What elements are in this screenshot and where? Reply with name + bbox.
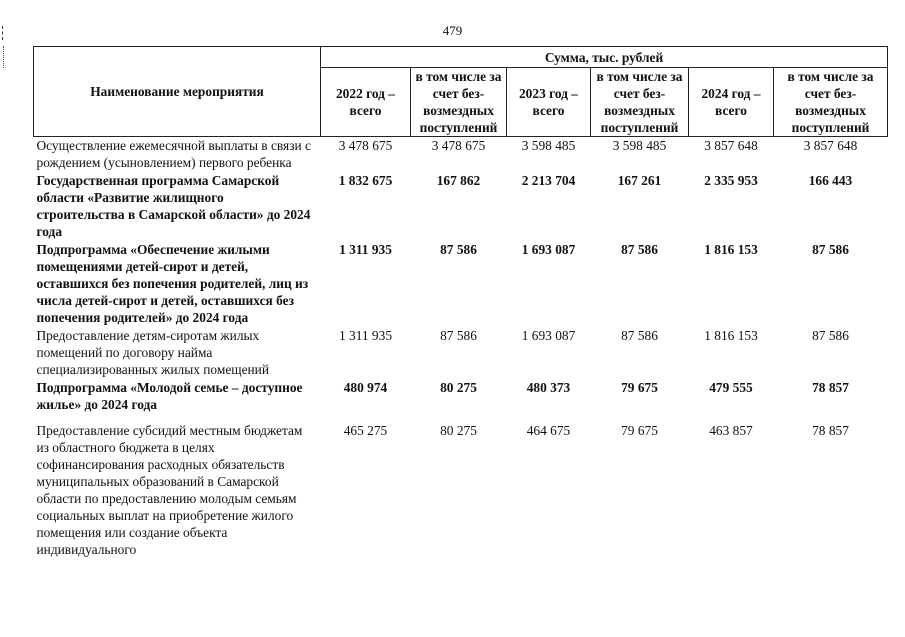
cell-2023-total: 480 373 bbox=[526, 380, 571, 395]
cell-2023-gratuitous: 79 675 bbox=[621, 423, 658, 438]
cell-2023-gratuitous: 79 675 bbox=[621, 380, 658, 395]
row-name: Осуществление ежемесячной выплаты в связи с рождением (усыновлением) первого ребенка bbox=[36, 138, 311, 170]
cell-2022-total: 465 275 bbox=[343, 423, 388, 438]
cell-2022-gratuitous: 3 478 675 bbox=[431, 138, 486, 153]
cell-2024-total: 463 857 bbox=[709, 423, 753, 438]
page-number: 479 bbox=[442, 23, 463, 38]
column-header-name: Наименование мероприятия bbox=[34, 47, 321, 137]
row-name: Подпрограмма «Молодой семье – доступное жилье» до 2024 года bbox=[36, 380, 303, 412]
cell-2024-total: 2 335 953 bbox=[704, 173, 758, 188]
row-name: Предоставление детям-сиротам жилых помещений по договору найма специализированных жилых помещений bbox=[36, 328, 270, 377]
table-row bbox=[34, 379, 888, 414]
table-row bbox=[34, 327, 888, 379]
cell-2022-gratuitous: 80 275 bbox=[440, 423, 477, 438]
cell-2024-gratuitous: 87 586 bbox=[812, 242, 849, 257]
row-name: Государственная программа Самарской области «Развитие жилищного строительства в Самарской области» до 2024 года bbox=[36, 173, 311, 239]
cell-2024-gratuitous: 3 857 648 bbox=[803, 138, 858, 153]
cell-2022-total: 1 311 935 bbox=[338, 328, 393, 343]
column-header-2022-gratuitous: в том числе за счет без-возмездных поступлений bbox=[411, 68, 507, 137]
column-header-sum-group: Сумма, тыс. рублей bbox=[321, 47, 888, 68]
cell-2023-gratuitous: 87 586 bbox=[621, 242, 658, 257]
cell-2024-total: 1 816 153 bbox=[704, 242, 758, 257]
table-row bbox=[34, 241, 888, 327]
cell-2022-total: 3 478 675 bbox=[338, 138, 393, 153]
cell-2023-gratuitous: 167 261 bbox=[617, 173, 662, 188]
cell-2023-total: 464 675 bbox=[526, 423, 571, 438]
cell-2022-gratuitous: 87 586 bbox=[440, 242, 477, 257]
budget-table bbox=[33, 46, 888, 559]
cell-2022-total: 1 311 935 bbox=[339, 242, 392, 257]
scan-artifact-mark bbox=[3, 46, 5, 68]
cell-2024-gratuitous: 78 857 bbox=[812, 423, 849, 438]
cell-2023-total: 1 693 087 bbox=[521, 242, 576, 257]
cell-2024-gratuitous: 87 586 bbox=[812, 328, 849, 343]
table-row bbox=[34, 414, 888, 559]
cell-2022-gratuitous: 80 275 bbox=[440, 380, 477, 395]
table-row bbox=[34, 172, 888, 241]
column-header-2024-total: 2024 год – всего bbox=[689, 68, 774, 137]
table-header-row bbox=[34, 47, 888, 68]
row-name: Подпрограмма «Обеспечение жилыми помещениями детей-сирот и детей, оставшихся без попечения родителей, лиц из числа детей-сирот и детей, оставшихся без попечения родителей» до 2024 года bbox=[36, 242, 309, 325]
cell-2022-gratuitous: 167 862 bbox=[436, 173, 481, 188]
cell-2024-total: 479 555 bbox=[709, 380, 753, 395]
table-row bbox=[34, 137, 888, 173]
cell-2023-gratuitous: 87 586 bbox=[621, 328, 658, 343]
cell-2024-total: 3 857 648 bbox=[704, 138, 758, 153]
cell-2024-total: 1 816 153 bbox=[704, 328, 758, 343]
cell-2022-gratuitous: 87 586 bbox=[440, 328, 477, 343]
cell-2023-total: 2 213 704 bbox=[521, 173, 576, 188]
column-header-2023-gratuitous: в том числе за счет без-возмездных поступлений bbox=[591, 68, 689, 137]
cell-2022-total: 480 974 bbox=[343, 380, 388, 395]
column-header-2022-total: 2022 год – всего bbox=[321, 68, 411, 137]
cell-2024-gratuitous: 78 857 bbox=[812, 380, 849, 395]
cell-2023-total: 1 693 087 bbox=[521, 328, 576, 343]
cell-2023-gratuitous: 3 598 485 bbox=[612, 138, 667, 153]
cell-2024-gratuitous: 166 443 bbox=[808, 173, 853, 188]
column-header-2024-gratuitous: в том числе за счет без-возмездных поступлений bbox=[774, 68, 888, 137]
cell-2023-total: 3 598 485 bbox=[521, 138, 576, 153]
row-name: Предоставление субсидий местным бюджетам из областного бюджета в целях софинансирования расходных обязательств муниципальных образований в Самарской области по предоставлению молодым семьям социальных выплат на приобретение жилого помещения или создание объекта индивидуального bbox=[36, 423, 303, 557]
cell-2022-total: 1 832 675 bbox=[338, 173, 393, 188]
column-header-2023-total: 2023 год – всего bbox=[507, 68, 591, 137]
